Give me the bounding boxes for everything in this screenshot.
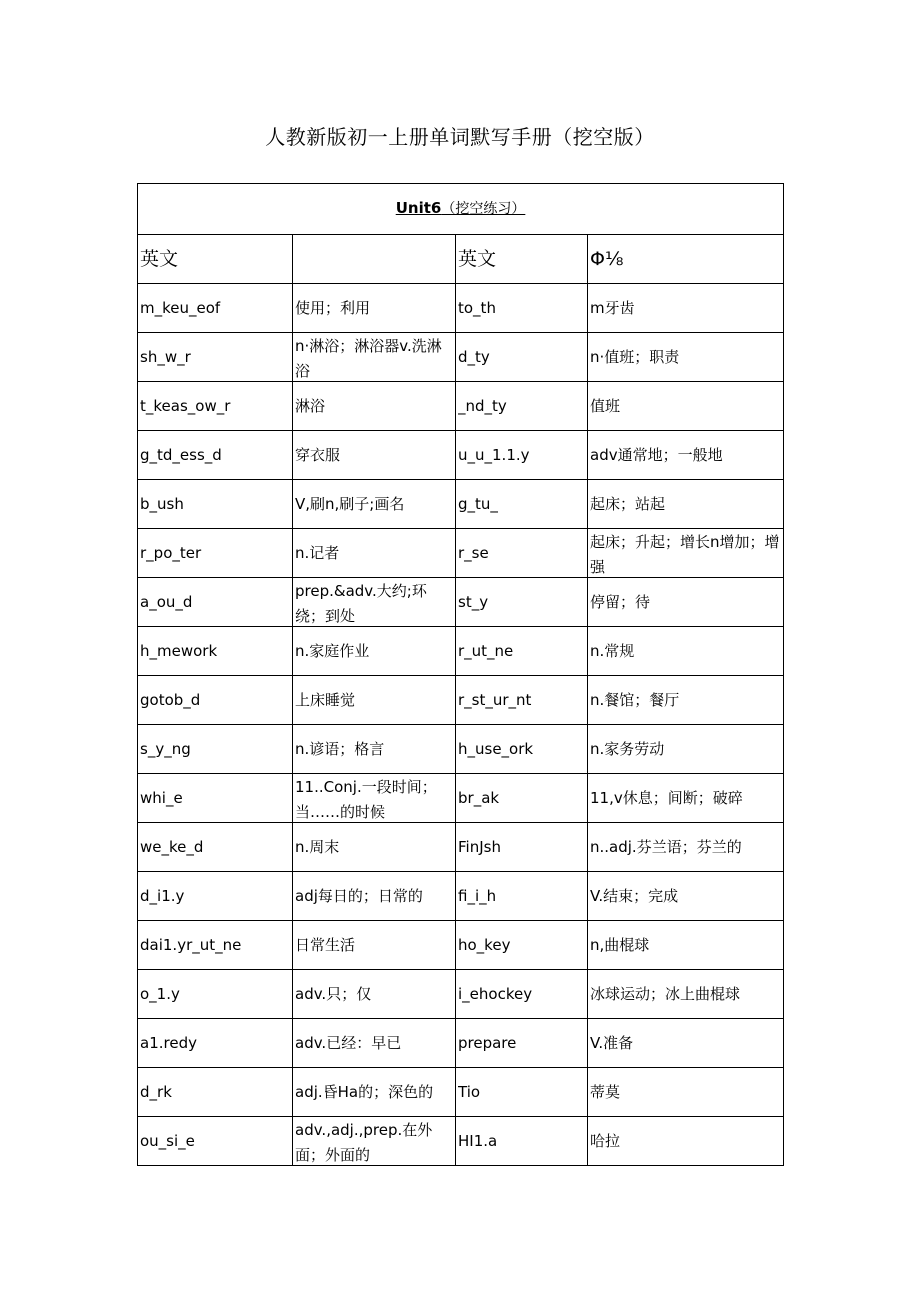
english-word-1 bbox=[138, 284, 293, 333]
chinese-meaning-2 bbox=[588, 921, 784, 970]
english-word-1-text: g_td_ess_d bbox=[140, 445, 222, 464]
english-word-2 bbox=[456, 333, 588, 382]
chinese-meaning-2 bbox=[588, 431, 784, 480]
chinese-meaning-2-text: 停留；待 bbox=[590, 592, 651, 611]
chinese-meaning-2 bbox=[588, 725, 784, 774]
chinese-meaning-1-text: n.周末 bbox=[295, 837, 340, 856]
english-word-2-text: st_y bbox=[458, 592, 489, 611]
english-word-2-text: h_use_ork bbox=[458, 739, 534, 758]
chinese-meaning-2-text: n..adj.芬兰语；芬兰的 bbox=[590, 837, 742, 856]
table-row bbox=[138, 774, 784, 823]
table-row bbox=[138, 823, 784, 872]
chinese-meaning-1 bbox=[293, 725, 456, 774]
english-word-1-text: a_ou_d bbox=[140, 592, 193, 611]
unit-header-cell bbox=[138, 184, 784, 235]
english-word-1-text: m_keu_eof bbox=[140, 298, 221, 317]
english-word-1-text: d_i1.y bbox=[140, 886, 185, 905]
chinese-meaning-1-text: 上床睡觉 bbox=[295, 690, 356, 709]
chinese-meaning-2-text: 起床；升起；增长n增加；增强 bbox=[590, 533, 780, 576]
english-word-2-text: r_st_ur_nt bbox=[458, 690, 532, 709]
english-word-1-text: d_rk bbox=[140, 1082, 172, 1101]
english-word-2 bbox=[456, 529, 588, 578]
english-word-2-text: FinJsh bbox=[458, 837, 501, 856]
english-word-1-text: b_ush bbox=[140, 494, 184, 513]
english-word-2-text: HI1.a bbox=[458, 1131, 498, 1150]
table-row bbox=[138, 382, 784, 431]
english-word-1 bbox=[138, 431, 293, 480]
column-header-blank bbox=[293, 235, 456, 284]
english-word-2 bbox=[456, 774, 588, 823]
chinese-meaning-1-text: adv.只；仅 bbox=[295, 984, 372, 1003]
chinese-meaning-2-text: adv通常地；一般地 bbox=[590, 445, 723, 464]
english-word-2 bbox=[456, 284, 588, 333]
table-row bbox=[138, 284, 784, 333]
chinese-meaning-2 bbox=[588, 480, 784, 529]
chinese-meaning-2 bbox=[588, 774, 784, 823]
chinese-meaning-2-text: 哈拉 bbox=[590, 1131, 621, 1150]
chinese-meaning-1-text: n.家庭作业 bbox=[295, 641, 370, 660]
english-word-1-text: whi_e bbox=[140, 788, 183, 807]
english-word-1 bbox=[138, 921, 293, 970]
english-word-2 bbox=[456, 431, 588, 480]
chinese-meaning-2 bbox=[588, 529, 784, 578]
english-word-1-text: a1.redy bbox=[140, 1033, 197, 1052]
english-word-2 bbox=[456, 578, 588, 627]
table-row bbox=[138, 529, 784, 578]
english-word-2 bbox=[456, 1019, 588, 1068]
table-row bbox=[138, 872, 784, 921]
english-word-1 bbox=[138, 774, 293, 823]
chinese-meaning-1-text: 日常生活 bbox=[295, 935, 356, 954]
chinese-meaning-1 bbox=[293, 676, 456, 725]
table-row bbox=[138, 431, 784, 480]
english-word-1 bbox=[138, 1019, 293, 1068]
column-header-english-1: 英文 bbox=[138, 235, 293, 284]
chinese-meaning-1 bbox=[293, 382, 456, 431]
chinese-meaning-2-text: V.准备 bbox=[590, 1033, 634, 1052]
chinese-meaning-1 bbox=[293, 921, 456, 970]
chinese-meaning-1 bbox=[293, 872, 456, 921]
english-word-2-text: g_tu_ bbox=[458, 494, 498, 513]
english-word-2 bbox=[456, 921, 588, 970]
chinese-meaning-2-text: 冰球运动；冰上曲棍球 bbox=[590, 984, 741, 1003]
chinese-meaning-1 bbox=[293, 627, 456, 676]
chinese-meaning-1-text: adj.昏Ha的；深色的 bbox=[295, 1082, 434, 1101]
english-word-2 bbox=[456, 676, 588, 725]
english-word-2 bbox=[456, 1068, 588, 1117]
chinese-meaning-2 bbox=[588, 333, 784, 382]
english-word-2-text: prepare bbox=[458, 1033, 517, 1052]
english-word-1 bbox=[138, 1068, 293, 1117]
english-word-1-text: dai1.yr_ut_ne bbox=[140, 935, 242, 954]
chinese-meaning-2-text: m牙齿 bbox=[590, 298, 635, 317]
chinese-meaning-1-text: 使用；利用 bbox=[295, 298, 371, 317]
chinese-meaning-2 bbox=[588, 676, 784, 725]
english-word-2-text: to_th bbox=[458, 298, 496, 317]
column-header-english-2: 英文 bbox=[456, 235, 588, 284]
chinese-meaning-1 bbox=[293, 431, 456, 480]
table-row bbox=[138, 1117, 784, 1166]
chinese-meaning-2-text: n.常规 bbox=[590, 641, 635, 660]
english-word-2 bbox=[456, 823, 588, 872]
chinese-meaning-1 bbox=[293, 480, 456, 529]
document-title: 人教新版初一上册单词默写手册（挖空版） bbox=[265, 125, 655, 149]
chinese-meaning-1 bbox=[293, 774, 456, 823]
chinese-meaning-1-text: n.记者 bbox=[295, 543, 340, 562]
table-row bbox=[138, 676, 784, 725]
chinese-meaning-1-text: 淋浴 bbox=[295, 396, 326, 415]
english-word-1 bbox=[138, 823, 293, 872]
chinese-meaning-2 bbox=[588, 578, 784, 627]
chinese-meaning-1 bbox=[293, 970, 456, 1019]
english-word-2-text: i_ehockey bbox=[458, 984, 533, 1003]
english-word-2 bbox=[456, 480, 588, 529]
chinese-meaning-1 bbox=[293, 1068, 456, 1117]
chinese-meaning-2-text: 起床；站起 bbox=[590, 494, 666, 513]
english-word-2-text: r_ut_ne bbox=[458, 641, 514, 660]
chinese-meaning-1 bbox=[293, 529, 456, 578]
chinese-meaning-2-text: n,曲棍球 bbox=[590, 935, 650, 954]
chinese-meaning-1-text: V,刷n,刷子;画名 bbox=[295, 494, 405, 513]
english-word-1-text: h_mework bbox=[140, 641, 218, 660]
english-word-2-text: d_ty bbox=[458, 347, 490, 366]
column-header-row bbox=[138, 235, 784, 284]
chinese-meaning-1-text: 11..Conj.一段时间；当……的时候 bbox=[295, 778, 437, 821]
chinese-meaning-2-text: 值班 bbox=[590, 396, 621, 415]
english-word-1 bbox=[138, 382, 293, 431]
english-word-2 bbox=[456, 1117, 588, 1166]
english-word-1 bbox=[138, 578, 293, 627]
english-word-1 bbox=[138, 872, 293, 921]
chinese-meaning-2-text: 蒂莫 bbox=[590, 1082, 621, 1101]
chinese-meaning-1 bbox=[293, 284, 456, 333]
chinese-meaning-2 bbox=[588, 1019, 784, 1068]
english-word-2-text: r_se bbox=[458, 543, 489, 562]
table-row bbox=[138, 970, 784, 1019]
english-word-1-text: gotob_d bbox=[140, 690, 201, 709]
table-row bbox=[138, 1068, 784, 1117]
chinese-meaning-2-text: n.家务劳动 bbox=[590, 739, 665, 758]
table-row bbox=[138, 627, 784, 676]
english-word-1 bbox=[138, 970, 293, 1019]
english-word-2 bbox=[456, 872, 588, 921]
table-row bbox=[138, 333, 784, 382]
chinese-meaning-2 bbox=[588, 627, 784, 676]
english-word-2-text: _nd_ty bbox=[458, 396, 507, 415]
table-row bbox=[138, 1019, 784, 1068]
chinese-meaning-1-text: n·淋浴；淋浴器v.洗淋浴 bbox=[295, 337, 442, 380]
english-word-1-text: ou_si_e bbox=[140, 1131, 195, 1150]
english-word-2-text: Tio bbox=[458, 1082, 481, 1101]
table-row bbox=[138, 725, 784, 774]
english-word-1 bbox=[138, 333, 293, 382]
english-word-2 bbox=[456, 970, 588, 1019]
english-word-1 bbox=[138, 676, 293, 725]
column-header-chinese-2: Φ⅛ bbox=[588, 235, 784, 284]
english-word-2 bbox=[456, 725, 588, 774]
chinese-meaning-2 bbox=[588, 970, 784, 1019]
chinese-meaning-2 bbox=[588, 1068, 784, 1117]
english-word-1-text: t_keas_ow_r bbox=[140, 396, 231, 415]
chinese-meaning-1 bbox=[293, 578, 456, 627]
chinese-meaning-2 bbox=[588, 382, 784, 431]
chinese-meaning-1-text: adj每日的；日常的 bbox=[295, 886, 423, 905]
unit-note: （挖空练习） bbox=[441, 201, 526, 217]
english-word-1 bbox=[138, 627, 293, 676]
english-word-1 bbox=[138, 480, 293, 529]
english-word-2-text: br_ak bbox=[458, 788, 500, 807]
unit-name: Unit6 bbox=[395, 199, 442, 217]
chinese-meaning-1-text: adv.已经：早已 bbox=[295, 1033, 402, 1052]
english-word-1-text: o_1.y bbox=[140, 984, 180, 1003]
table-row bbox=[138, 578, 784, 627]
chinese-meaning-2 bbox=[588, 872, 784, 921]
chinese-meaning-2 bbox=[588, 284, 784, 333]
english-word-1 bbox=[138, 725, 293, 774]
english-word-1-text: sh_w_r bbox=[140, 347, 191, 366]
english-word-1 bbox=[138, 1117, 293, 1166]
english-word-2-text: ho_key bbox=[458, 935, 511, 954]
chinese-meaning-1 bbox=[293, 1019, 456, 1068]
english-word-1 bbox=[138, 529, 293, 578]
english-word-1-text: r_po_ter bbox=[140, 543, 202, 562]
unit-header-row bbox=[138, 184, 784, 235]
chinese-meaning-1-text: 穿衣服 bbox=[295, 445, 341, 464]
chinese-meaning-2-text: 11,v休息；间断；破碎 bbox=[590, 788, 743, 807]
english-word-1-text: we_ke_d bbox=[140, 837, 204, 856]
chinese-meaning-2-text: V.结束；完成 bbox=[590, 886, 679, 905]
english-word-2 bbox=[456, 627, 588, 676]
chinese-meaning-2 bbox=[588, 823, 784, 872]
chinese-meaning-1-text: n.谚语；格言 bbox=[295, 739, 385, 758]
chinese-meaning-2-text: n.餐馆；餐厅 bbox=[590, 690, 680, 709]
english-word-2-text: u_u_1.1.y bbox=[458, 445, 530, 464]
table-row bbox=[138, 480, 784, 529]
chinese-meaning-2-text: n·值班；职责 bbox=[590, 347, 680, 366]
table-row bbox=[138, 921, 784, 970]
chinese-meaning-2 bbox=[588, 1117, 784, 1166]
chinese-meaning-1-text: adv.,adj.,prep.在外面；外面的 bbox=[295, 1121, 433, 1164]
chinese-meaning-1 bbox=[293, 1117, 456, 1166]
chinese-meaning-1-text: prep.&adv.大约;环绕；到处 bbox=[295, 582, 427, 625]
english-word-2-text: fi_i_h bbox=[458, 886, 497, 905]
vocabulary-table bbox=[137, 183, 784, 1166]
chinese-meaning-1 bbox=[293, 823, 456, 872]
english-word-1-text: s_y_ng bbox=[140, 739, 191, 758]
chinese-meaning-1 bbox=[293, 333, 456, 382]
english-word-2 bbox=[456, 382, 588, 431]
